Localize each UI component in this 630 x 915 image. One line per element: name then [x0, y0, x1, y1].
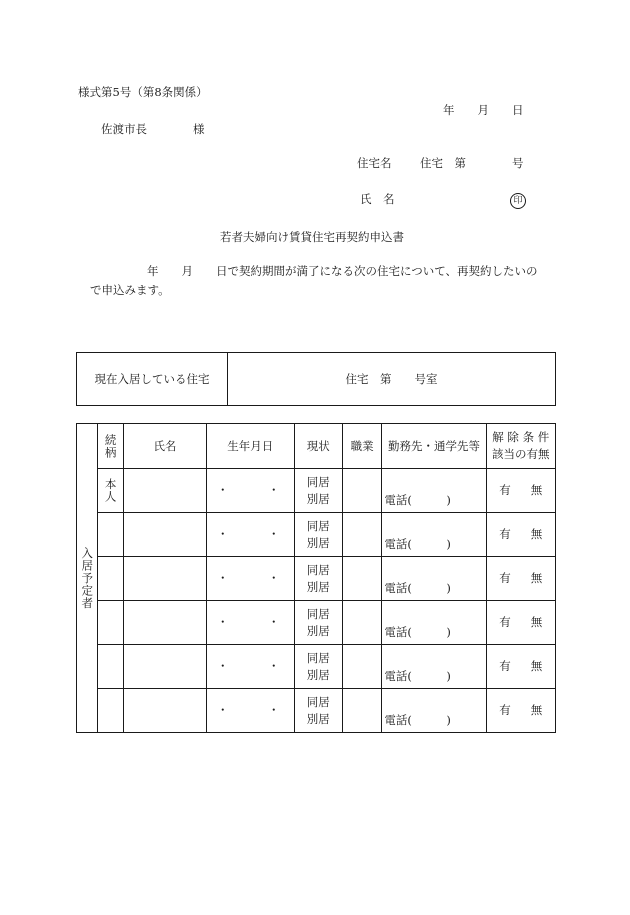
occupation-cell[interactable]	[342, 513, 381, 557]
date-line: 年 月 日	[443, 103, 524, 117]
name-cell[interactable]	[123, 513, 206, 557]
relation-cell	[97, 469, 123, 513]
table-row	[77, 601, 556, 645]
table-row	[77, 689, 556, 733]
resident-group-label-cell	[77, 424, 98, 733]
residents-header-row	[77, 424, 556, 469]
occupation-cell[interactable]	[342, 601, 381, 645]
phone-label: 電話( )	[384, 581, 451, 596]
seal-icon: 印	[510, 193, 526, 209]
yes-option[interactable]: 有	[499, 615, 511, 630]
header-cancel-condition	[486, 424, 555, 469]
workplace-cell[interactable]	[382, 601, 486, 645]
status-separate: 別居	[306, 491, 330, 506]
table-row	[77, 557, 556, 601]
status-cell[interactable]	[294, 601, 342, 645]
no-option[interactable]: 無	[530, 527, 543, 542]
no-option[interactable]: 無	[530, 659, 543, 674]
relation-cell[interactable]	[97, 689, 123, 733]
cancel-cell[interactable]	[486, 557, 555, 601]
status-cohabit: 同居	[306, 562, 330, 577]
status-cohabit: 同居	[306, 650, 330, 665]
relation-cell[interactable]	[97, 513, 123, 557]
status-cohabit: 同居	[306, 518, 330, 533]
header-workplace: 勤務先・通学先等	[382, 424, 486, 469]
no-option[interactable]: 無	[530, 615, 543, 630]
seal-mark	[510, 193, 526, 209]
no-option[interactable]: 無	[530, 703, 543, 718]
cancel-cell[interactable]	[486, 513, 555, 557]
workplace-cell[interactable]	[382, 689, 486, 733]
relation-cell[interactable]	[97, 557, 123, 601]
name-cell[interactable]	[123, 469, 206, 513]
status-separate: 別居	[306, 623, 330, 638]
occupation-cell[interactable]	[342, 557, 381, 601]
relation: 本人	[103, 478, 118, 503]
current-residence-value: 住宅 第 号室	[228, 353, 556, 406]
header-occupation: 職業	[342, 424, 381, 469]
name-cell[interactable]	[123, 645, 206, 689]
relation-cell[interactable]	[97, 601, 123, 645]
status-cohabit: 同居	[306, 606, 330, 621]
header-status: 現状	[294, 424, 342, 469]
dob-cell[interactable]: ・ ・	[207, 601, 295, 645]
yes-option[interactable]: 有	[499, 703, 511, 718]
cancel-cell[interactable]	[486, 645, 555, 689]
dob-cell[interactable]: ・ ・	[207, 469, 295, 513]
phone-label: 電話( )	[384, 713, 451, 728]
workplace-cell[interactable]	[382, 645, 486, 689]
document-title: 若者夫婦向け賃貸住宅再契約申込書	[220, 230, 404, 244]
status-separate: 別居	[306, 535, 330, 550]
dob-cell[interactable]: ・ ・	[207, 645, 295, 689]
table-row	[77, 645, 556, 689]
phone-label: 電話( )	[384, 625, 451, 640]
phone-label: 電話( )	[384, 493, 451, 508]
housing-name-label: 住宅名	[357, 156, 392, 170]
cancel-cell[interactable]	[486, 689, 555, 733]
occupation-cell[interactable]	[342, 469, 381, 513]
header-name: 氏名	[123, 424, 206, 469]
addressee: 佐渡市長 様	[101, 122, 205, 136]
header-relation-cell	[97, 424, 123, 469]
header-dob: 生年月日	[207, 424, 295, 469]
header-cancel-line-2: 該当の有無	[492, 447, 550, 461]
yes-option[interactable]: 有	[499, 527, 511, 542]
form-number: 様式第5号（第8条関係）	[78, 85, 208, 99]
name-cell[interactable]	[123, 689, 206, 733]
status-cell[interactable]	[294, 513, 342, 557]
resident-group-label: 入居予定者	[80, 546, 95, 610]
status-cell[interactable]	[294, 557, 342, 601]
occupation-cell[interactable]	[342, 645, 381, 689]
phone-label: 電話( )	[384, 537, 451, 552]
yes-option[interactable]: 有	[499, 659, 511, 674]
housing-number: 住宅 第 号	[420, 156, 524, 170]
relation-cell[interactable]	[97, 645, 123, 689]
status-separate: 別居	[306, 579, 330, 594]
status-cohabit: 同居	[306, 474, 330, 489]
header-cancel-line-1: 解 除 条 件	[492, 430, 550, 445]
body-line-2: で申込みます。	[90, 283, 170, 297]
workplace-cell[interactable]	[382, 513, 486, 557]
occupation-cell[interactable]	[342, 689, 381, 733]
dob-cell[interactable]: ・ ・	[207, 513, 295, 557]
table-row	[77, 469, 556, 513]
name-cell[interactable]	[123, 557, 206, 601]
yes-option[interactable]: 有	[499, 483, 511, 498]
status-cell[interactable]	[294, 689, 342, 733]
no-option[interactable]: 無	[530, 571, 543, 586]
status-cohabit: 同居	[306, 694, 330, 709]
cancel-cell[interactable]	[486, 469, 555, 513]
cancel-cell[interactable]	[486, 601, 555, 645]
dob-cell[interactable]: ・ ・	[207, 689, 295, 733]
name-label: 氏 名	[360, 192, 395, 206]
body-line-1: 年 月 日で契約期間が満了になる次の住宅について、再契約したいの	[147, 264, 538, 278]
name-cell[interactable]	[123, 601, 206, 645]
status-separate: 別居	[306, 711, 330, 726]
status-cell[interactable]	[294, 469, 342, 513]
current-residence-table	[76, 352, 556, 406]
status-separate: 別居	[306, 667, 330, 682]
phone-label: 電話( )	[384, 669, 451, 684]
header-relation: 続柄	[103, 433, 118, 459]
workplace-cell[interactable]	[382, 469, 486, 513]
status-cell[interactable]	[294, 645, 342, 689]
dob-cell[interactable]: ・ ・	[207, 557, 295, 601]
no-option[interactable]: 無	[530, 483, 543, 498]
current-residence-label: 現在入居している住宅	[77, 353, 228, 406]
table-row	[77, 513, 556, 557]
workplace-cell[interactable]	[382, 557, 486, 601]
yes-option[interactable]: 有	[499, 571, 511, 586]
residents-table	[76, 423, 556, 733]
